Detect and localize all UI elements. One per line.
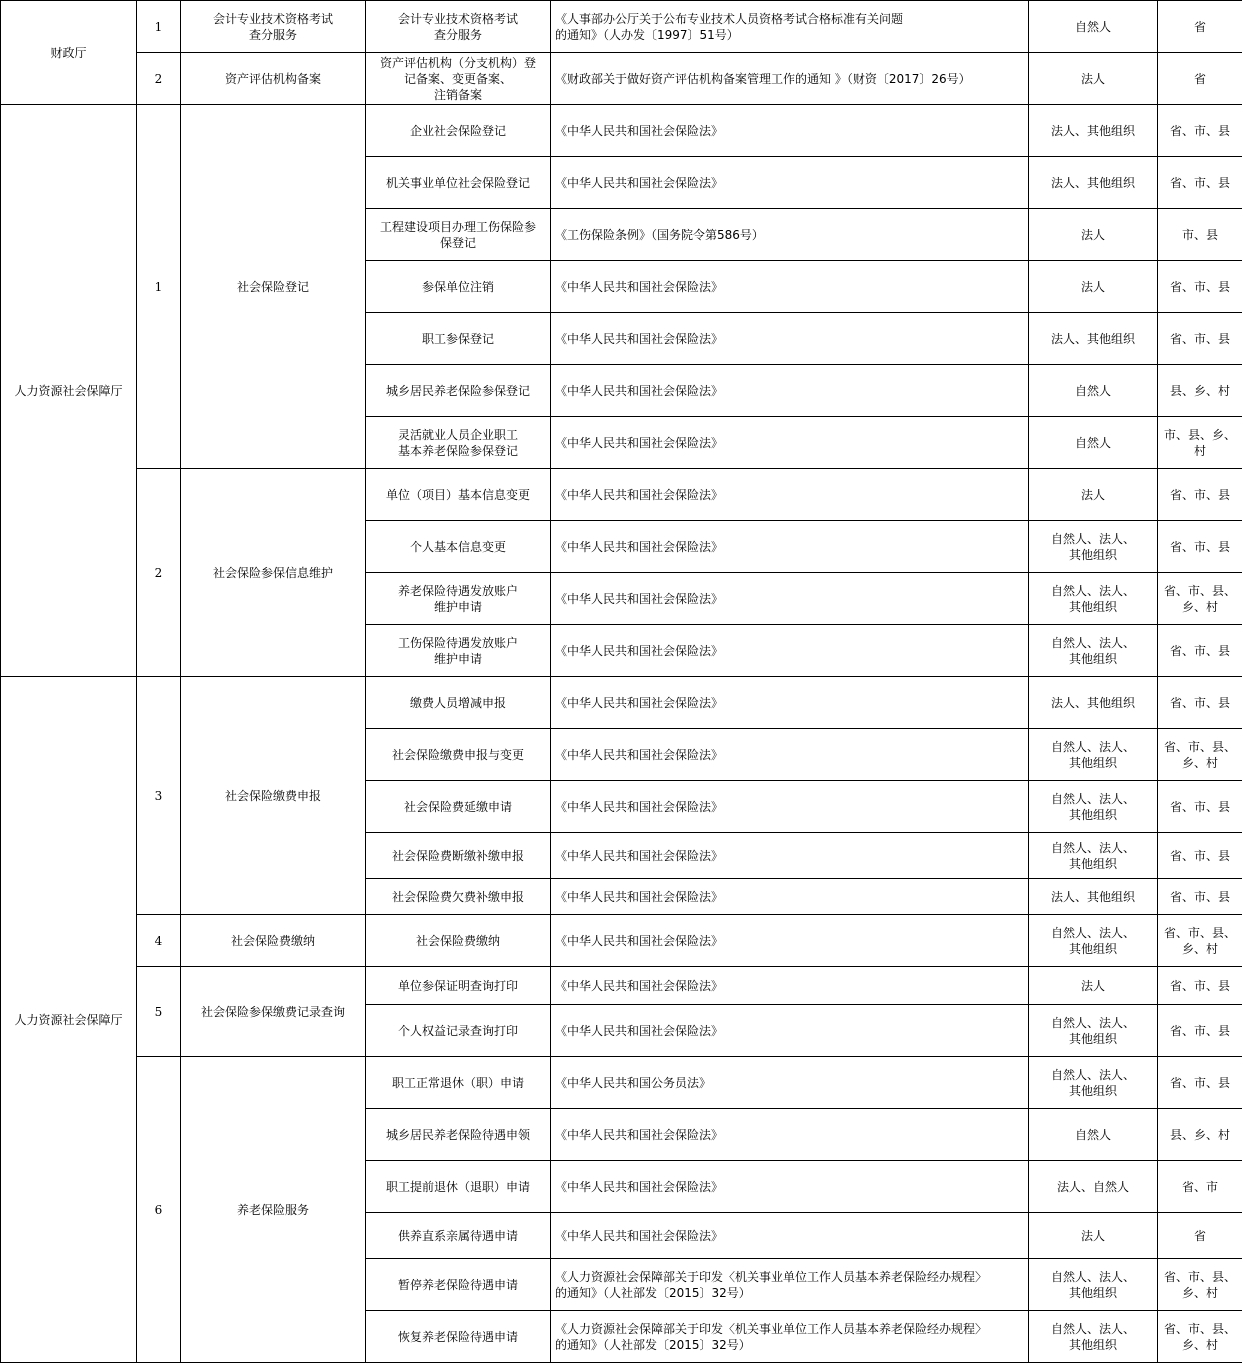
service-name-cell: 社会保险费缴纳 (366, 915, 551, 967)
service-name-cell: 养老保险待遇发放账户 维护申请 (366, 573, 551, 625)
table-row (1, 1057, 1242, 1109)
legal-basis-cell: 《人力资源社会保障部关于印发〈机关事业单位工作人员基本养老保险经办规程〉 的通知》（人社部发〔2015〕32号） (551, 1311, 1029, 1363)
service-subject-cell: 自然人、法人、 其他组织 (1029, 625, 1158, 677)
service-level-cell: 省、市、县、 乡、村 (1158, 915, 1242, 967)
service-subject-cell: 法人、其他组织 (1029, 879, 1158, 915)
legal-basis-cell: 《工伤保险条例》（国务院令第586号） (551, 209, 1029, 261)
legal-basis-cell: 《中华人民共和国社会保险法》 (551, 967, 1029, 1005)
service-name-cell: 工伤保险待遇发放账户 维护申请 (366, 625, 551, 677)
item-name-cell: 社会保险参保信息维护 (181, 469, 366, 677)
service-name-cell: 资产评估机构（分支机构）登 记备案、变更备案、 注销备案 (366, 53, 551, 105)
service-level-cell: 省 (1158, 1, 1242, 53)
legal-basis-cell: 《中华人民共和国社会保险法》 (551, 833, 1029, 879)
service-subject-cell: 自然人、法人、 其他组织 (1029, 1311, 1158, 1363)
legal-basis-cell: 《中华人民共和国社会保险法》 (551, 625, 1029, 677)
service-name-cell: 机关事业单位社会保险登记 (366, 157, 551, 209)
service-subject-cell: 法人 (1029, 209, 1158, 261)
legal-basis-cell: 《中华人民共和国社会保险法》 (551, 1213, 1029, 1259)
legal-basis-cell: 《人力资源社会保障部关于印发〈机关事业单位工作人员基本养老保险经办规程〉 的通知》（人社部发〔2015〕32号） (551, 1259, 1029, 1311)
service-name-cell: 职工提前退休（退职）申请 (366, 1161, 551, 1213)
service-level-cell: 市、县、乡、 村 (1158, 417, 1242, 469)
legal-basis-cell: 《中华人民共和国社会保险法》 (551, 1005, 1029, 1057)
table-row (1, 677, 1242, 729)
item-name-cell: 社会保险费缴纳 (181, 915, 366, 967)
legal-basis-cell: 《中华人民共和国社会保险法》 (551, 677, 1029, 729)
service-subject-cell: 自然人、法人、 其他组织 (1029, 1057, 1158, 1109)
service-name-cell: 单位参保证明查询打印 (366, 967, 551, 1005)
service-subject-cell: 自然人、法人、 其他组织 (1029, 915, 1158, 967)
service-level-cell: 省、市、县 (1158, 879, 1242, 915)
service-name-cell: 社会保险费延缴申请 (366, 781, 551, 833)
department-cell: 人力资源社会保障厅 (1, 677, 137, 1363)
service-name-cell: 会计专业技术资格考试 查分服务 (366, 1, 551, 53)
service-level-cell: 省、市、县、 乡、村 (1158, 1311, 1242, 1363)
service-level-cell: 县、乡、村 (1158, 1109, 1242, 1161)
table-row (1, 1, 1242, 53)
table-row (1, 105, 1242, 157)
legal-basis-cell: 《中华人民共和国社会保险法》 (551, 1109, 1029, 1161)
service-subject-cell: 法人、其他组织 (1029, 105, 1158, 157)
legal-basis-cell: 《中华人民共和国公务员法》 (551, 1057, 1029, 1109)
item-name-cell: 资产评估机构备案 (181, 53, 366, 105)
item-name-cell: 养老保险服务 (181, 1057, 366, 1363)
item-name-cell: 社会保险参保缴费记录查询 (181, 967, 366, 1057)
service-level-cell: 省、市、县 (1158, 521, 1242, 573)
service-subject-cell: 法人、其他组织 (1029, 157, 1158, 209)
legal-basis-cell: 《中华人民共和国社会保险法》 (551, 781, 1029, 833)
service-level-cell: 省、市、县 (1158, 1057, 1242, 1109)
service-name-cell: 参保单位注销 (366, 261, 551, 313)
legal-basis-cell: 《中华人民共和国社会保险法》 (551, 915, 1029, 967)
item-number-cell: 1 (137, 1, 181, 53)
table-row (1, 915, 1242, 967)
item-number-cell: 2 (137, 53, 181, 105)
item-name-cell: 社会保险登记 (181, 105, 366, 469)
service-subject-cell: 法人 (1029, 261, 1158, 313)
service-level-cell: 省、市、县 (1158, 833, 1242, 879)
service-name-cell: 工程建设项目办理工伤保险参 保登记 (366, 209, 551, 261)
legal-basis-cell: 《中华人民共和国社会保险法》 (551, 105, 1029, 157)
service-subject-cell: 自然人 (1029, 417, 1158, 469)
service-name-cell: 职工正常退休（职）申请 (366, 1057, 551, 1109)
service-name-cell: 城乡居民养老保险参保登记 (366, 365, 551, 417)
service-level-cell: 省、市、县、 乡、村 (1158, 573, 1242, 625)
service-level-cell: 省、市、县 (1158, 105, 1242, 157)
service-name-cell: 社会保险费断缴补缴申报 (366, 833, 551, 879)
service-subject-cell: 法人 (1029, 967, 1158, 1005)
service-level-cell: 省、市、县 (1158, 157, 1242, 209)
service-subject-cell: 自然人、法人、 其他组织 (1029, 781, 1158, 833)
service-level-cell: 省 (1158, 53, 1242, 105)
service-name-cell: 社会保险费欠费补缴申报 (366, 879, 551, 915)
table-row (1, 967, 1242, 1005)
department-cell: 人力资源社会保障厅 (1, 105, 137, 677)
item-name-cell: 社会保险缴费申报 (181, 677, 366, 915)
legal-basis-cell: 《中华人民共和国社会保险法》 (551, 879, 1029, 915)
service-name-cell: 暂停养老保险待遇申请 (366, 1259, 551, 1311)
service-subject-cell: 自然人、法人、 其他组织 (1029, 729, 1158, 781)
service-level-cell: 市、县 (1158, 209, 1242, 261)
service-level-cell: 省、市、县 (1158, 469, 1242, 521)
service-level-cell: 省、市、县 (1158, 967, 1242, 1005)
service-name-cell: 供养直系亲属待遇申请 (366, 1213, 551, 1259)
service-subject-cell: 法人、其他组织 (1029, 677, 1158, 729)
item-number-cell: 3 (137, 677, 181, 915)
service-subject-cell: 自然人、法人、 其他组织 (1029, 521, 1158, 573)
service-subject-cell: 法人、其他组织 (1029, 313, 1158, 365)
service-level-cell: 省、市 (1158, 1161, 1242, 1213)
service-name-cell: 职工参保登记 (366, 313, 551, 365)
service-subject-cell: 法人 (1029, 469, 1158, 521)
service-level-cell: 省、市、县 (1158, 677, 1242, 729)
table-row (1, 469, 1242, 521)
service-subject-cell: 自然人、法人、 其他组织 (1029, 1259, 1158, 1311)
legal-basis-cell: 《中华人民共和国社会保险法》 (551, 521, 1029, 573)
service-name-cell: 个人基本信息变更 (366, 521, 551, 573)
service-level-cell: 省、市、县 (1158, 313, 1242, 365)
legal-basis-cell: 《中华人民共和国社会保险法》 (551, 365, 1029, 417)
item-number-cell: 5 (137, 967, 181, 1057)
service-subject-cell: 自然人、法人、 其他组织 (1029, 1005, 1158, 1057)
service-name-cell: 恢复养老保险待遇申请 (366, 1311, 551, 1363)
service-level-cell: 省、市、县 (1158, 261, 1242, 313)
item-number-cell: 6 (137, 1057, 181, 1363)
service-level-cell: 省 (1158, 1213, 1242, 1259)
service-name-cell: 社会保险缴费申报与变更 (366, 729, 551, 781)
service-level-cell: 省、市、县 (1158, 781, 1242, 833)
legal-basis-cell: 《中华人民共和国社会保险法》 (551, 469, 1029, 521)
service-subject-cell: 自然人、法人、 其他组织 (1029, 833, 1158, 879)
department-cell: 财政厅 (1, 1, 137, 105)
service-name-cell: 城乡居民养老保险待遇申领 (366, 1109, 551, 1161)
service-subject-cell: 法人 (1029, 53, 1158, 105)
service-level-cell: 省、市、县、 乡、村 (1158, 1259, 1242, 1311)
item-name-cell: 会计专业技术资格考试 查分服务 (181, 1, 366, 53)
service-name-cell: 灵活就业人员企业职工 基本养老保险参保登记 (366, 417, 551, 469)
service-level-cell: 省、市、县、 乡、村 (1158, 729, 1242, 781)
table-body (1, 1, 1242, 1363)
service-name-cell: 缴费人员增减申报 (366, 677, 551, 729)
item-number-cell: 2 (137, 469, 181, 677)
item-number-cell: 4 (137, 915, 181, 967)
service-subject-cell: 自然人 (1029, 365, 1158, 417)
service-subject-cell: 法人 (1029, 1213, 1158, 1259)
table-row (1, 53, 1242, 105)
service-name-cell: 个人权益记录查询打印 (366, 1005, 551, 1057)
legal-basis-cell: 《中华人民共和国社会保险法》 (551, 573, 1029, 625)
service-subject-cell: 自然人、法人、 其他组织 (1029, 573, 1158, 625)
legal-basis-cell: 《中华人民共和国社会保险法》 (551, 729, 1029, 781)
service-subject-cell: 自然人 (1029, 1, 1158, 53)
legal-basis-cell: 《中华人民共和国社会保险法》 (551, 417, 1029, 469)
service-subject-cell: 法人、自然人 (1029, 1161, 1158, 1213)
legal-basis-cell: 《中华人民共和国社会保险法》 (551, 1161, 1029, 1213)
item-number-cell: 1 (137, 105, 181, 469)
legal-basis-cell: 《中华人民共和国社会保险法》 (551, 261, 1029, 313)
legal-basis-cell: 《人事部办公厅关于公布专业技术人员资格考试合格标准有关问题 的通知》（人办发〔1997〕51号） (551, 1, 1029, 53)
service-level-cell: 省、市、县 (1158, 1005, 1242, 1057)
service-level-cell: 县、乡、村 (1158, 365, 1242, 417)
service-level-cell: 省、市、县 (1158, 625, 1242, 677)
service-name-cell: 企业社会保险登记 (366, 105, 551, 157)
legal-basis-cell: 《中华人民共和国社会保险法》 (551, 157, 1029, 209)
service-name-cell: 单位（项目）基本信息变更 (366, 469, 551, 521)
service-subject-cell: 自然人 (1029, 1109, 1158, 1161)
legal-basis-cell: 《财政部关于做好资产评估机构备案管理工作的通知 》（财资〔2017〕26号） (551, 53, 1029, 105)
legal-basis-cell: 《中华人民共和国社会保险法》 (551, 313, 1029, 365)
